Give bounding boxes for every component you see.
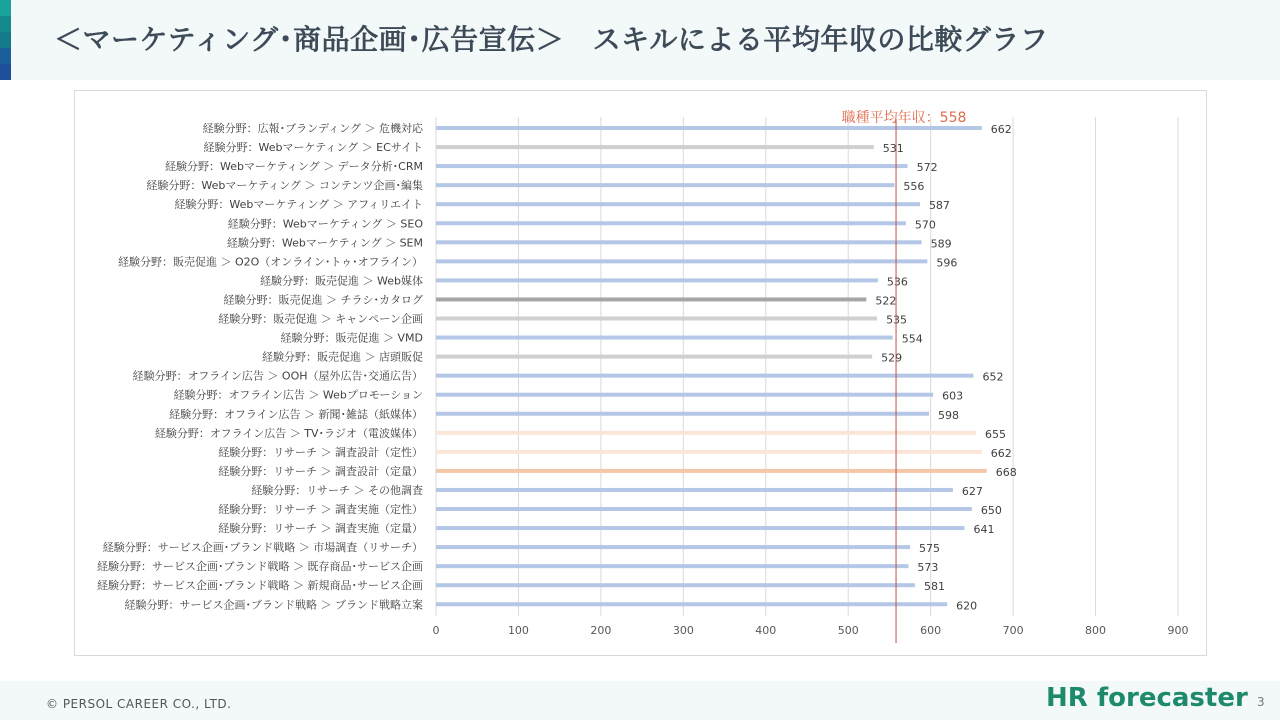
category-label: 経験分野：Webマーケティング ＞ データ分析･CRM	[165, 160, 423, 174]
accent-block	[0, 32, 11, 48]
x-tick-label: 900	[1167, 624, 1189, 637]
category-label: 経験分野：リサーチ ＞ 調査設計（定性）	[218, 445, 423, 459]
category-label: 経験分野：販売促進 ＞ Web媒体	[260, 274, 423, 288]
bar	[436, 412, 929, 416]
bar	[436, 202, 920, 206]
bar	[436, 393, 933, 397]
category-label: 経験分野：Webマーケティング ＞ ECサイト	[203, 141, 423, 155]
bar	[436, 221, 906, 225]
bar-value-label: 556	[903, 180, 925, 194]
x-tick-label: 800	[1085, 624, 1107, 637]
category-label: 経験分野：Webマーケティング ＞ アフィリエイト	[174, 198, 423, 212]
category-label: 経験分野：Webマーケティング ＞ SEM	[226, 236, 423, 250]
category-label: 経験分野：販売促進 ＞ チラシ･カタログ	[223, 293, 423, 307]
bar	[436, 545, 910, 549]
header-accent-stripe	[0, 0, 11, 80]
bar-value-label: 531	[882, 142, 904, 156]
category-label: 経験分野：サービス企画･ブランド戦略 ＞ 新規商品･サービス企画	[97, 579, 423, 593]
bar-value-label: 536	[886, 275, 908, 289]
bar	[436, 259, 927, 263]
category-label: 経験分野：リサーチ ＞ 調査設計（定量）	[218, 464, 423, 478]
category-label: 経験分野：オフライン広告 ＞ OOH（屋外広告･交通広告）	[132, 369, 423, 383]
category-label: 経験分野：Webマーケティング ＞ SEO	[227, 217, 423, 231]
accent-block	[0, 16, 11, 32]
bar-value-label: 650	[980, 504, 1002, 517]
category-label: 経験分野：サービス企画･ブランド戦略 ＞ 既存商品･サービス企画	[97, 560, 423, 574]
bar-value-label: 535	[886, 313, 908, 327]
bar	[436, 278, 878, 282]
bar	[436, 317, 877, 321]
x-tick-label: 100	[507, 624, 529, 637]
bar	[436, 164, 908, 168]
bar	[436, 469, 987, 473]
category-label: 経験分野：Webマーケティング ＞ コンテンツ企画･編集	[146, 179, 423, 193]
bar-value-label: 522	[875, 294, 897, 308]
bar-value-label: 620	[956, 599, 978, 613]
bar	[436, 336, 893, 340]
brand-logo: HR forecaster	[1046, 683, 1248, 713]
bar	[436, 355, 872, 359]
accent-block	[0, 48, 11, 64]
bar-value-label: 573	[917, 561, 939, 575]
accent-block	[0, 64, 11, 80]
category-label: 経験分野：広報･ブランディング ＞ 危機対応	[202, 122, 423, 135]
bar-value-label: 655	[985, 427, 1007, 441]
bar-chart	[75, 91, 1208, 657]
footer-bar	[0, 681, 1280, 720]
x-tick-label: 0	[432, 624, 440, 637]
bar	[436, 374, 974, 378]
bar-value-label: 652	[982, 370, 1004, 384]
category-label: 経験分野：リサーチ ＞ 調査実施（定量）	[218, 522, 423, 536]
header-bar	[0, 0, 1280, 80]
x-tick-label: 400	[755, 624, 777, 637]
bar-value-label: 603	[942, 389, 964, 403]
bar	[436, 183, 894, 187]
x-tick-label: 300	[672, 624, 694, 637]
category-label: 経験分野：販売促進 ＞ O2O（オンライン･トゥ･オフライン）	[117, 255, 423, 269]
category-label: 経験分野：サービス企画･ブランド戦略 ＞ ブランド戦略立案	[124, 598, 423, 612]
bar-value-label: 627	[961, 484, 983, 498]
bar	[436, 526, 964, 530]
x-tick-label: 600	[920, 624, 942, 637]
page-number: 3	[1257, 695, 1265, 709]
bar-value-label: 572	[916, 161, 938, 175]
category-label: 経験分野：販売促進 ＞ キャンペーン企画	[218, 312, 423, 326]
category-label: 経験分野：リサーチ ＞ その他調査	[251, 483, 423, 497]
bar-value-label: 529	[881, 351, 903, 365]
bar	[436, 583, 915, 587]
category-label: 経験分野：サービス企画･ブランド戦略 ＞ 市場調査（リサーチ）	[102, 541, 423, 555]
category-label: 経験分野：オフライン広告 ＞ Webプロモーション	[173, 388, 423, 402]
bar-value-label: 589	[930, 237, 952, 251]
category-label: 経験分野：オフライン広告 ＞ 新聞･雑誌（紙媒体）	[169, 407, 423, 421]
copyright-text: © PERSOL CAREER CO., LTD.	[46, 697, 232, 711]
bar-value-label: 598	[938, 408, 960, 422]
bar-value-label: 662	[990, 446, 1012, 460]
bar	[436, 145, 874, 149]
bar-value-label: 575	[919, 542, 941, 556]
category-label: 経験分野：販売促進 ＞ 店頭販促	[262, 350, 423, 364]
average-reference-label: 職種平均年収：558	[841, 110, 967, 126]
category-label: 経験分野：販売促進 ＞ VMD	[280, 331, 423, 345]
category-label: 経験分野：リサーチ ＞ 調査実施（定性）	[218, 503, 423, 516]
bar	[436, 431, 976, 435]
bar-value-label: 668	[995, 465, 1017, 479]
bar	[436, 297, 866, 301]
bar-value-label: 581	[924, 580, 946, 594]
bar	[436, 240, 922, 244]
bar	[436, 450, 982, 454]
accent-block	[0, 0, 11, 16]
bar-value-label: 662	[990, 123, 1012, 136]
bar	[436, 126, 982, 130]
bar-value-label: 596	[936, 256, 958, 270]
page-title: ＜マーケティング･商品企画･広告宣伝＞ スキルによる平均年収の比較グラフ	[54, 23, 1049, 56]
x-tick-label: 500	[837, 624, 859, 637]
x-tick-label: 700	[1002, 624, 1024, 637]
bar	[436, 507, 972, 511]
chart-container	[74, 90, 1207, 656]
bar-value-label: 587	[928, 199, 950, 213]
bar	[436, 564, 908, 568]
bar	[436, 602, 947, 606]
x-tick-label: 200	[590, 624, 612, 637]
bar-value-label: 641	[973, 523, 995, 537]
bar-value-label: 554	[901, 332, 923, 346]
bar-value-label: 570	[914, 218, 936, 232]
category-label: 経験分野：オフライン広告 ＞ TV･ラジオ（電波媒体）	[154, 426, 423, 440]
bar	[436, 488, 953, 492]
